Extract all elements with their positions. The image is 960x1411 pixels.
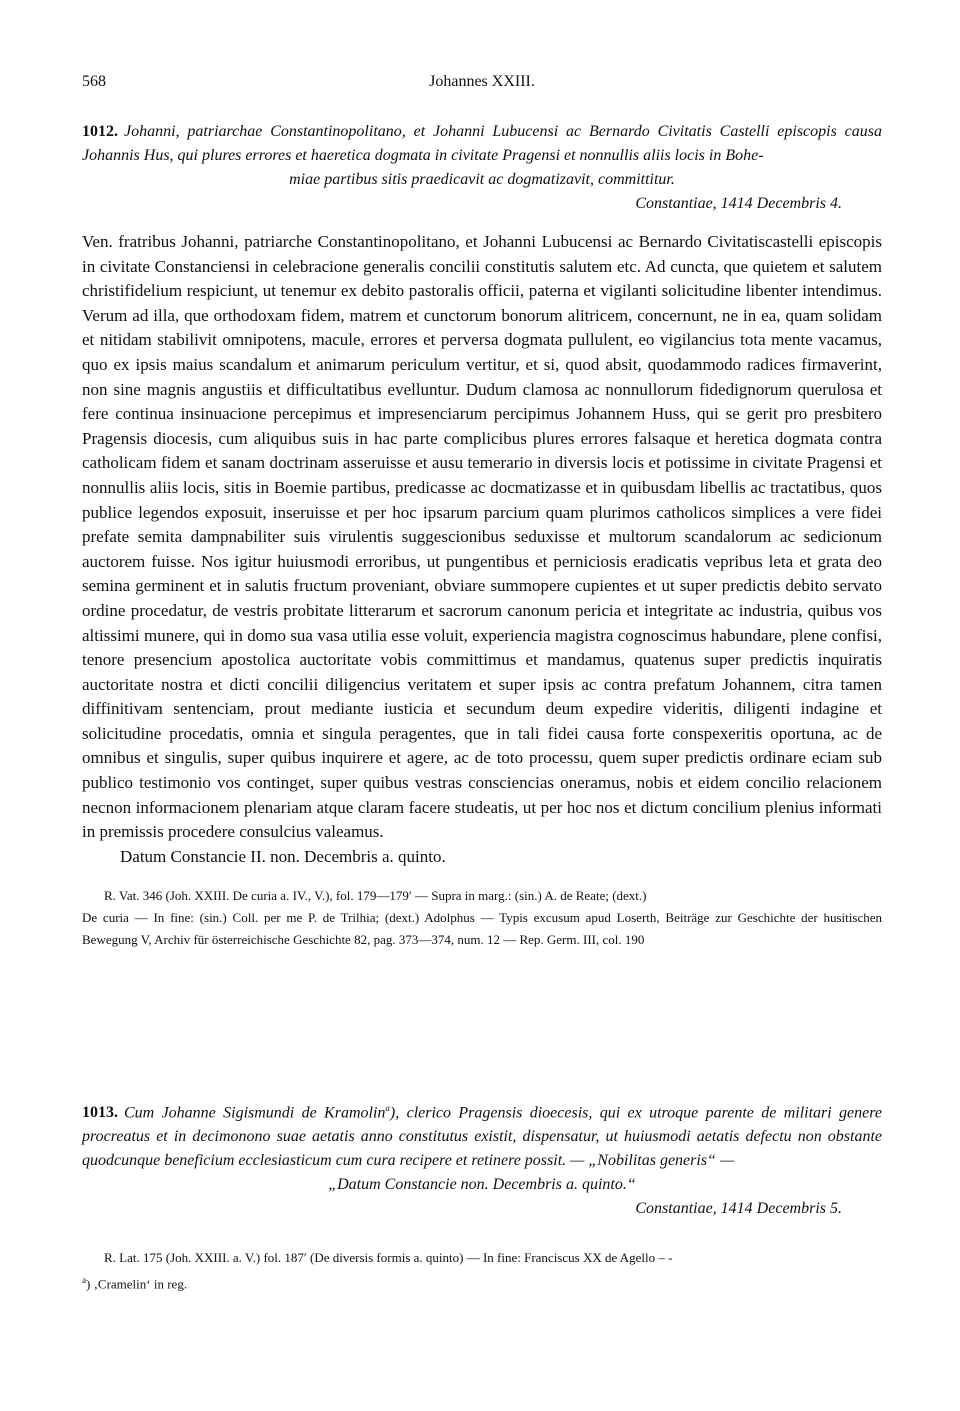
regest-text-last-line: miae partibus sitis praedicavit ac dogmatizavit, committitur.: [289, 171, 675, 188]
archival-notes-1012: [82, 885, 882, 951]
regest-text-a: Cum Johanne Sigismundi de Kramolin: [124, 1104, 386, 1122]
entry-1012: [82, 120, 882, 951]
archival-notes-first-line: R. Vat. 346 (Joh. XXIII. De curia a. IV., V.), fol. 179—179′ — Supra in marg.: (sin.) A. de Reate; (dext.): [104, 887, 647, 903]
regest-1013: [82, 1096, 882, 1197]
footnote-text: ) ‚Cramelin‘ in reg.: [86, 1276, 188, 1292]
running-title: Johannes XXIII.: [429, 73, 535, 90]
regest-1012: [82, 120, 882, 192]
archival-notes-1013: [82, 1247, 882, 1295]
archival-notes-rest: De curia — In fine: (sin.) Coll. per me P. de Trilhia; (dext.) Adolphus — Typis excusum apud Loserth, Beiträge zur Geschichte der husitischen Bewegung V, Archiv für österreichische Geschichte 82, pag. 373—374, num. 12 — Rep. Germ. III, col. 190: [82, 909, 882, 947]
footnote-label: a: [82, 1275, 86, 1286]
page-number: 568: [82, 73, 106, 90]
archival-notes-first-line: R. Lat. 175 (Joh. XXIII. a. V.) fol. 187′ (De diversis formis a. quinto) — In fine: Franciscus XX de Agello – -: [104, 1250, 673, 1266]
dateline-1013: Constantiae, 1414 Decembris 5.: [635, 1200, 842, 1218]
running-head: [82, 73, 882, 101]
entry-1013: [82, 1096, 882, 1296]
datum-line-1012: Datum Constancie II. non. Decembris a. quinto.: [120, 846, 446, 866]
regest-text-b: ), clerico Pragensis dioecesis, qui ex utroque parente de militari genere procreatus et in decimonono suae aetatis anno constitutus existit, dispensatur, ut huiusmodi aetatis defectu non obstante quodcunque beneficium ecclesiasticum cum cura recipere et retinere possit. — „Nobilitas generis“ —: [82, 1104, 882, 1170]
entry-number: 1012.: [82, 123, 118, 140]
footnote-a: [82, 1269, 882, 1295]
regest-text: Johanni, patriarchae Constantinopolitano, et Johanni Lubucensi ac Bernardo Civitatis Castelli episcopis causa Johannis Hus, qui plures errores et haeretica dogmata in civitate Pragensi et nonnullis aliis locis in Bohe-: [82, 123, 882, 164]
dateline-1012: Constantiae, 1414 Decembris 4.: [635, 195, 842, 212]
regest-text-last-line: „Datum Constancie non. Decembris a. quinto.“: [328, 1176, 636, 1194]
footnote-marker: a: [385, 1103, 390, 1113]
letter-body-1012: Ven. fratribus Johanni, patriarche Constantinopolitano, et Johanni Lubucensi ac Bernardo Civitatiscastelli episcopis in civitate Constanciensi in celebracione generalis concilii constitutis salutem etc. Ad cuncta, que quietem et salutem christifidelium respiciunt, ut tenemur ex debito pastoralis officii, paterna et vigilanti solicitudine libenter intendimus. Verum ad illa, que orthodoxam fidem, matrem et cunctorum bonorum alitricem, concernunt, ne in ea, quam solidam et nitidam stabilivit omnipotens, macule, errores et perversa dogmata pullulent, eo vigilancius tota mente vacamus, quo ex ipsis maius scandalum et animarum periculum vertitur, et si, quod absit, quodammodo radices firmaverint, non sine magnis angustiis et difficultatibus evelluntur. Dudum clamosa ac nonnullorum fidedignorum querulosa et fere continua insinuacione percepimus et impresenciarum percipimus Johannem Huss, qui se gerit pro presbitero Pragensis diocesis, cum aliquibus suis in hac parte complicibus plures errores falsaque et heretica dogmata contra catholicam fidem et sanam doctrinam asseruisse et ausu temerario in diversis locis et potissime in civitate Pragensi et nonnullis aliis locis, sitis in Boemie partibus, predicasse ac docmatizasse et in quibusdam libellis ac tractatibus, quos publice legendos exposuit, inseruisse et per hoc ipsarum parcium quam plurimos catholicos simplices a vere fidei prefate semita dampnabiliter suis virulentis suggescionibus seduxisse et multorum scandalorum ac sedicionum auctorem fuisse. Nos igitur huiusmodi erroribus, ut pungentibus et perniciosis eradicatis vepribus leta et grata deo semina germinent et in salutis fructum proveniant, obviare summopere cupientes et ut super predictis debito servato ordine procedatur, de vestris probitate litterarum et sacrorum canonum pericia et integritate ac industria, quibus vos altissimi munere, qui in domo sua vasa utilia esse voluit, experiencia magistra cognoscimus habundare, plene confisi, tenore presencium apostolica auctoritate vobis committimus et mandamus, quatenus super predictis inquiratis auctoritate nostra et dicti concilii diligencius veritatem et super ipsis ac contra prefatum Johannem, citra tamen diffinitivam sentenciam, prout mediante iusticia et secundum deum expedire videritis, diligenti indagine et solicitudine procedatis, omnia et singula peragentes, que in tali fidei causa forte conspexeritis oportuna, ac de omnibus et singulis, super quibus inquirere et agere, ac de toto processu, quem super predictis ordinare eciam sub publico testimonio vos continget, super quibus vestras consciencias oneramus, nobis et eidem concilio relacionem necnon informacionem plenariam atque claram facere studeatis, ut per hoc nos et dictum concilium plenius informati in premissis procedere consulcius valeamus.: [82, 232, 882, 842]
entry-number: 1013.: [82, 1104, 118, 1122]
